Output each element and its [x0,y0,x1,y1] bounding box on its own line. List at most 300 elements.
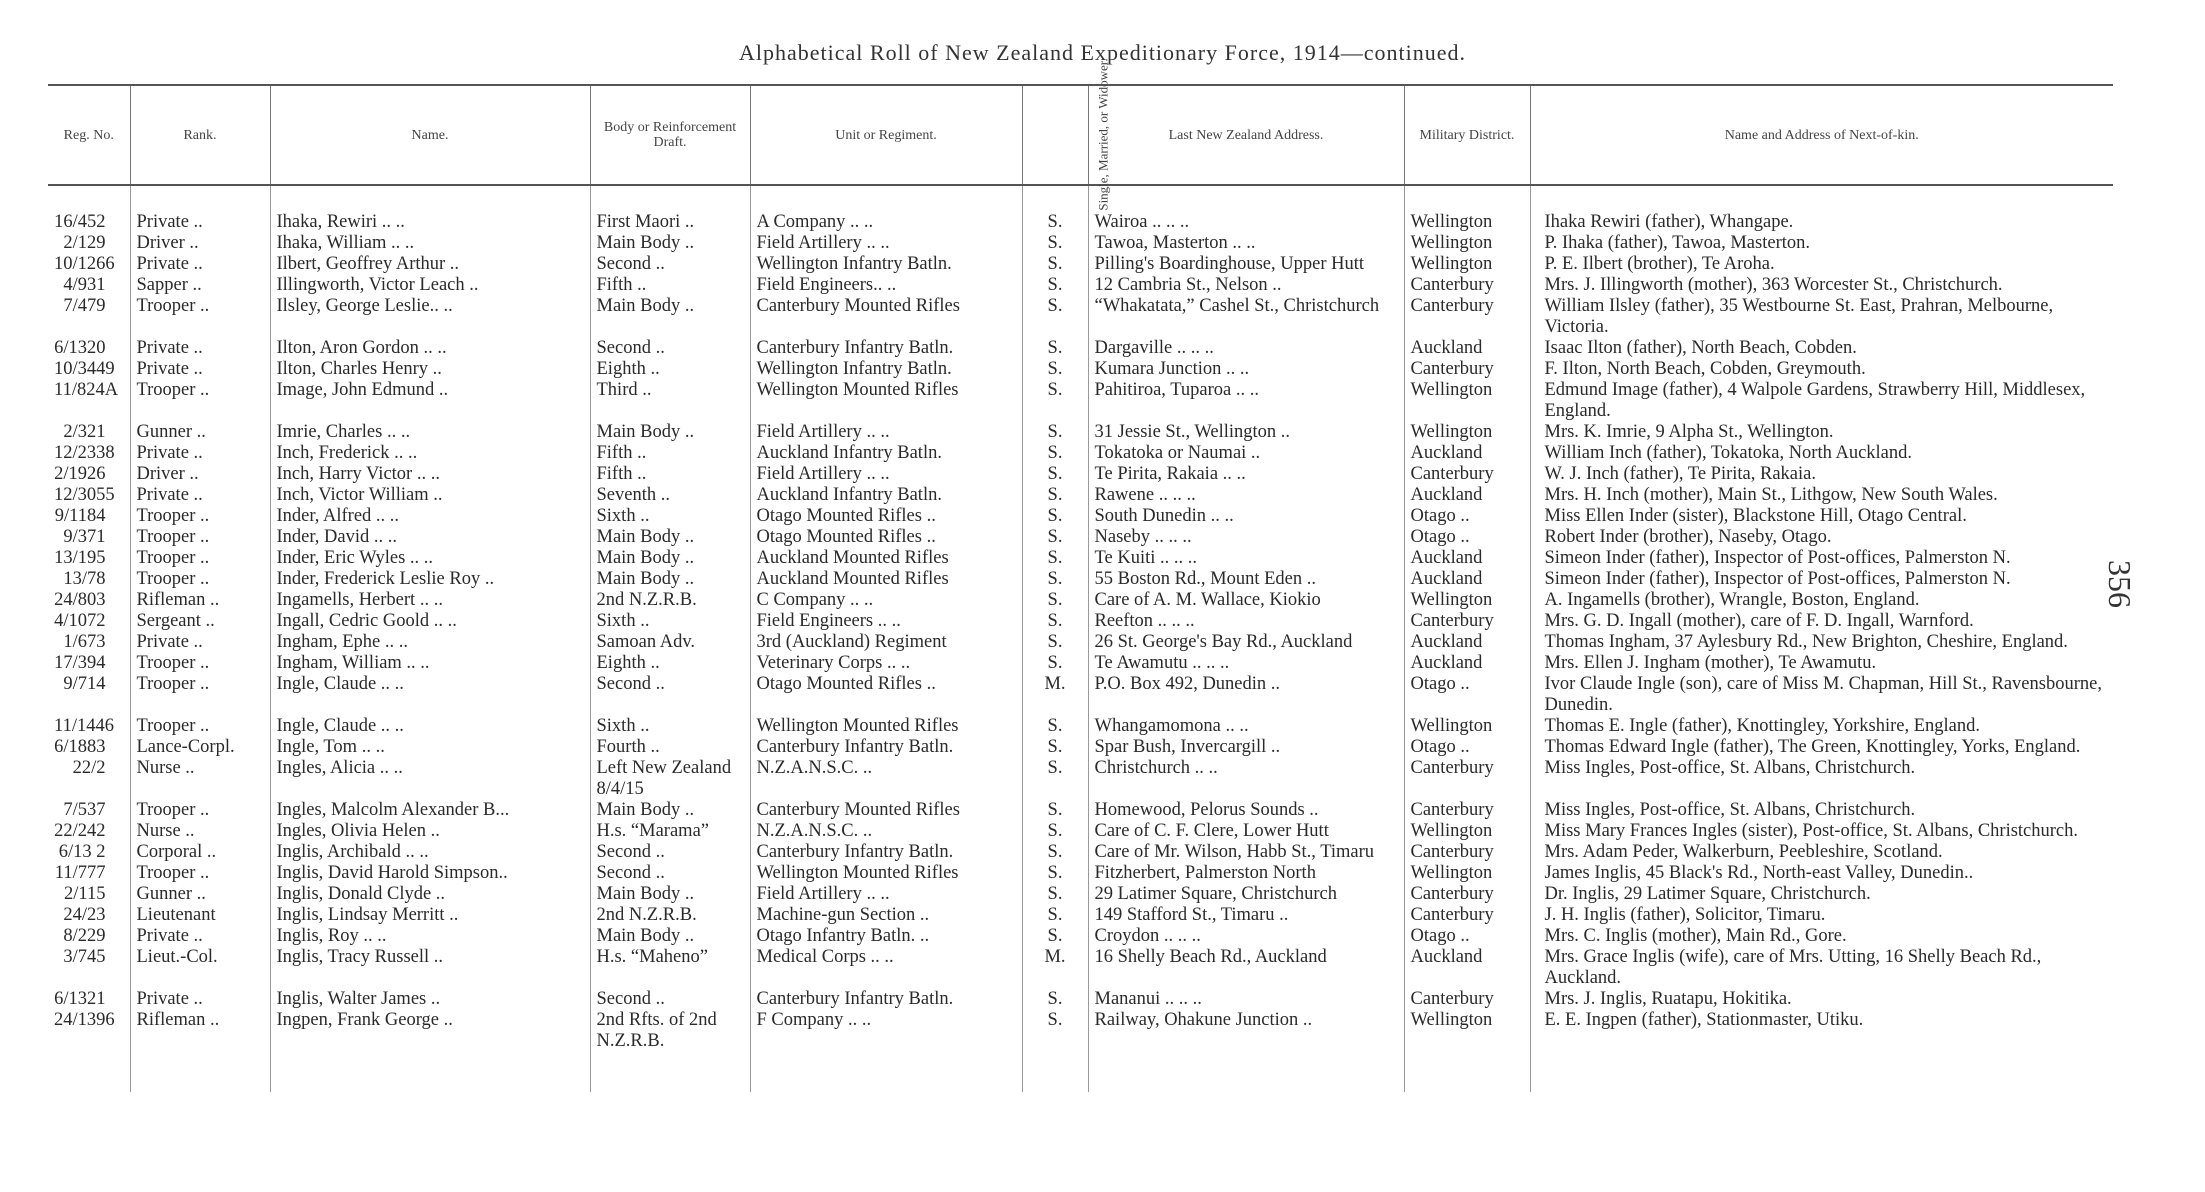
unit-cell: Wellington Mounted Rifles [750,380,1022,422]
marital-status-cell: M. [1022,674,1088,716]
address-cell: P.O. Box 492, Dunedin .. [1088,674,1404,716]
name-cell: Ingle, Claude .. .. [270,674,590,716]
table-row [48,464,2113,485]
table-row [48,185,2113,233]
draft-cell: Seventh .. [590,485,750,506]
next-of-kin-cell: Miss Ingles, Post-office, St. Albans, Christchurch. [1530,758,2113,800]
district-cell: Wellington [1404,254,1530,275]
district-cell: Otago .. [1404,527,1530,548]
rank-cell: Nurse .. [130,758,270,800]
draft-cell: Main Body .. [590,569,750,590]
unit-cell: Field Artillery .. .. [750,464,1022,485]
address-cell: Pahitiroa, Tuparoa .. .. [1088,380,1404,422]
name-cell: Ilsley, George Leslie.. .. [270,296,590,338]
unit-cell: Otago Infantry Batln. .. [750,926,1022,947]
reg-no-cell: 22/242 [54,821,106,841]
reg-no-cell: 9/371 [63,527,106,547]
table-row [48,884,2113,905]
next-of-kin-cell: Dr. Inglis, 29 Latimer Square, Christchurch. [1530,884,2113,905]
address-cell: 55 Boston Rd., Mount Eden .. [1088,569,1404,590]
table-row [48,359,2113,380]
reg-no-cell: 24/803 [54,590,106,610]
unit-cell: Wellington Infantry Batln. [750,254,1022,275]
reg-no-cell: 22/2 [72,758,106,778]
reg-no-cell: 11/824A [54,380,119,400]
name-cell: Ihaka, Rewiri .. .. [270,185,590,233]
marital-status-cell: S. [1022,926,1088,947]
reg-no-cell: 7/479 [63,296,106,316]
rank-cell: Private .. [130,254,270,275]
unit-cell: Field Artillery .. .. [750,422,1022,443]
rank-cell: Private .. [130,338,270,359]
reg-no-cell: 1/673 [63,632,106,652]
name-cell: Image, John Edmund .. [270,380,590,422]
roll-table [48,57,2113,1092]
name-cell: Imrie, Charles .. .. [270,422,590,443]
unit-cell: 3rd (Auckland) Regiment [750,632,1022,653]
rank-cell: Sapper .. [130,275,270,296]
name-cell: Ingle, Tom .. .. [270,737,590,758]
marital-status-cell: S. [1022,884,1088,905]
table-row [48,632,2113,653]
name-cell: Inglis, Roy .. .. [270,926,590,947]
draft-cell: 2nd N.Z.R.B. [590,590,750,611]
address-cell: Kumara Junction .. .. [1088,359,1404,380]
table-row [48,506,2113,527]
rank-cell: Trooper .. [130,527,270,548]
table-row [48,569,2113,590]
marital-status-cell: S. [1022,590,1088,611]
next-of-kin-cell: Miss Mary Frances Ingles (sister), Post-office, St. Albans, Christchurch. [1530,821,2113,842]
draft-cell: Left New Zealand 8/4/15 [590,758,750,800]
name-cell: Inglis, Lindsay Merritt .. [270,905,590,926]
unit-cell: Auckland Mounted Rifles [750,548,1022,569]
next-of-kin-cell: Ivor Claude Ingle (son), care of Miss M. Chapman, Hill St., Ravensbourne, Dunedin. [1530,674,2113,716]
rank-cell: Gunner .. [130,422,270,443]
name-cell: Ilbert, Geoffrey Arthur .. [270,254,590,275]
address-cell: South Dunedin .. .. [1088,506,1404,527]
rank-cell: Trooper .. [130,800,270,821]
district-cell: Auckland [1404,548,1530,569]
address-cell: Tokatoka or Naumai .. [1088,443,1404,464]
reg-no-cell: 6/1883 [54,737,106,757]
name-cell: Inder, Eric Wyles .. .. [270,548,590,569]
next-of-kin-cell: Ihaka Rewiri (father), Whangape. [1530,185,2113,233]
rank-cell: Driver .. [130,464,270,485]
rank-cell: Trooper .. [130,569,270,590]
reg-no-cell: 2/321 [63,422,106,442]
next-of-kin-cell: William Inch (father), Tokatoka, North Auckland. [1530,443,2113,464]
district-cell: Otago .. [1404,926,1530,947]
reg-no-cell: 24/23 [63,905,106,925]
reg-no-cell: 2/1926 [54,464,106,484]
header-district: Military District. [1404,85,1530,185]
address-cell: 29 Latimer Square, Christchurch [1088,884,1404,905]
name-cell: Ingles, Alicia .. .. [270,758,590,800]
draft-cell: Second .. [590,863,750,884]
unit-cell: Auckland Infantry Batln. [750,485,1022,506]
header-name: Name. [270,85,590,185]
rank-cell: Private .. [130,926,270,947]
name-cell: Ingall, Cedric Goold .. .. [270,611,590,632]
draft-cell: First Maori .. [590,185,750,233]
marital-status-cell: S. [1022,863,1088,884]
table-row [48,233,2113,254]
next-of-kin-cell: Miss Ellen Inder (sister), Blackstone Hill, Otago Central. [1530,506,2113,527]
unit-cell: Canterbury Mounted Rifles [750,296,1022,338]
rank-cell: Trooper .. [130,653,270,674]
next-of-kin-cell: Mrs. C. Inglis (mother), Main Rd., Gore. [1530,926,2113,947]
name-cell: Ingamells, Herbert .. .. [270,590,590,611]
name-cell: Ingles, Malcolm Alexander B... [270,800,590,821]
marital-status-cell: S. [1022,359,1088,380]
draft-cell: Eighth .. [590,359,750,380]
table-row [48,653,2113,674]
next-of-kin-cell: Mrs. K. Imrie, 9 Alpha St., Wellington. [1530,422,2113,443]
unit-cell: Auckland Infantry Batln. [750,443,1022,464]
rank-cell: Lance-Corpl. [130,737,270,758]
district-cell: Wellington [1404,716,1530,737]
draft-cell: H.s. “Marama” [590,821,750,842]
reg-no-cell: 6/13 2 [58,842,106,862]
name-cell: Inglis, Walter James .. [270,989,590,1010]
district-cell: Auckland [1404,569,1530,590]
name-cell: Ilton, Charles Henry .. [270,359,590,380]
rank-cell: Lieutenant [130,905,270,926]
address-cell: 16 Shelly Beach Rd., Auckland [1088,947,1404,989]
address-cell: Te Pirita, Rakaia .. .. [1088,464,1404,485]
next-of-kin-cell: Thomas Ingham, 37 Aylesbury Rd., New Brighton, Cheshire, England. [1530,632,2113,653]
reg-no-cell: 7/537 [63,800,106,820]
reg-no-cell: 11/777 [54,863,106,883]
reg-no-cell: 6/1321 [54,989,106,1009]
draft-cell: Fifth .. [590,443,750,464]
table-row [48,422,2113,443]
table-row [48,758,2113,800]
table-row [48,527,2113,548]
rank-cell: Rifleman .. [130,590,270,611]
district-cell: Otago .. [1404,674,1530,716]
marital-status-cell: S. [1022,296,1088,338]
draft-cell: Main Body .. [590,233,750,254]
table-row [48,737,2113,758]
name-cell: Inglis, Tracy Russell .. [270,947,590,989]
unit-cell: F Company .. .. [750,1010,1022,1092]
address-cell: Care of A. M. Wallace, Kiokio [1088,590,1404,611]
next-of-kin-cell: Isaac Ilton (father), North Beach, Cobden. [1530,338,2113,359]
table-row [48,548,2113,569]
unit-cell: N.Z.A.N.S.C. .. [750,758,1022,800]
header-reg-no: Reg. No. [48,85,130,185]
rank-cell: Corporal .. [130,842,270,863]
address-cell: Care of C. F. Clere, Lower Hutt [1088,821,1404,842]
rank-cell: Private .. [130,485,270,506]
unit-cell: Wellington Mounted Rifles [750,863,1022,884]
unit-cell: Veterinary Corps .. .. [750,653,1022,674]
reg-no-cell: 4/1072 [54,611,106,631]
marital-status-cell: S. [1022,989,1088,1010]
draft-cell: Second .. [590,674,750,716]
district-cell: Auckland [1404,443,1530,464]
address-cell: Dargaville .. .. .. [1088,338,1404,359]
marital-status-cell: M. [1022,947,1088,989]
reg-no-cell: 2/115 [64,884,106,904]
marital-status-cell: S. [1022,842,1088,863]
rank-cell: Trooper .. [130,716,270,737]
address-cell: Reefton .. .. .. [1088,611,1404,632]
address-cell: Homewood, Pelorus Sounds .. [1088,800,1404,821]
unit-cell: C Company .. .. [750,590,1022,611]
district-cell: Wellington [1404,233,1530,254]
next-of-kin-cell: Miss Ingles, Post-office, St. Albans, Christchurch. [1530,800,2113,821]
draft-cell: Eighth .. [590,653,750,674]
district-cell: Auckland [1404,485,1530,506]
unit-cell: Canterbury Mounted Rifles [750,800,1022,821]
draft-cell: 2nd Rfts. of 2nd N.Z.R.B. [590,1010,750,1092]
district-cell: Canterbury [1404,905,1530,926]
header-next-of-kin: Name and Address of Next-of-kin. [1530,85,2113,185]
address-cell: Railway, Ohakune Junction .. [1088,1010,1404,1092]
reg-no-cell: 4/931 [63,275,106,295]
district-cell: Auckland [1404,653,1530,674]
table-row [48,443,2113,464]
page-title: Alphabetical Roll of New Zealand Expeditionary Force, 1914—continued. [739,40,1466,65]
draft-cell: Second .. [590,254,750,275]
marital-status-cell: S. [1022,506,1088,527]
next-of-kin-cell: F. Ilton, North Beach, Cobden, Greymouth. [1530,359,2113,380]
rank-cell: Driver .. [130,233,270,254]
rank-cell: Private .. [130,359,270,380]
next-of-kin-cell: William Ilsley (father), 35 Westbourne St. East, Prahran, Melbourne, Victoria. [1530,296,2113,338]
unit-cell: Canterbury Infantry Batln. [750,737,1022,758]
next-of-kin-cell: Mrs. J. Inglis, Ruatapu, Hokitika. [1530,989,2113,1010]
reg-no-cell: 9/1184 [54,506,106,526]
table-row [48,485,2113,506]
draft-cell: Fourth .. [590,737,750,758]
name-cell: Inder, Alfred .. .. [270,506,590,527]
marital-status-cell: S. [1022,254,1088,275]
draft-cell: Second .. [590,842,750,863]
address-cell: “Whakatata,” Cashel St., Christchurch [1088,296,1404,338]
district-cell: Auckland [1404,338,1530,359]
address-cell: Te Kuiti .. .. .. [1088,548,1404,569]
name-cell: Ihaka, William .. .. [270,233,590,254]
marital-status-cell: S. [1022,758,1088,800]
name-cell: Inglis, Donald Clyde .. [270,884,590,905]
header-draft: Body or Reinforcement Draft. [590,85,750,185]
next-of-kin-cell: P. Ihaka (father), Tawoa, Masterton. [1530,233,2113,254]
rank-cell: Private .. [130,443,270,464]
marital-status-cell: S. [1022,1010,1088,1092]
marital-status-cell: S. [1022,548,1088,569]
unit-cell: Canterbury Infantry Batln. [750,989,1022,1010]
reg-no-cell: 6/1320 [54,338,106,358]
draft-cell: Main Body .. [590,548,750,569]
district-cell: Wellington [1404,863,1530,884]
draft-cell: Main Body .. [590,800,750,821]
draft-cell: Main Body .. [590,926,750,947]
rank-cell: Trooper .. [130,506,270,527]
unit-cell: A Company .. .. [750,185,1022,233]
unit-cell: Field Engineers .. .. [750,611,1022,632]
name-cell: Ingle, Claude .. .. [270,716,590,737]
table-row [48,821,2113,842]
table-row [48,275,2113,296]
reg-no-cell: 24/1396 [54,1010,115,1030]
reg-no-cell: 9/714 [63,674,106,694]
district-cell: Auckland [1404,947,1530,989]
table-row [48,947,2113,989]
name-cell: Ingpen, Frank George .. [270,1010,590,1092]
next-of-kin-cell: A. Ingamells (brother), Wrangle, Boston, England. [1530,590,2113,611]
marital-status-cell: S. [1022,527,1088,548]
next-of-kin-cell: Simeon Inder (father), Inspector of Post-offices, Palmerston N. [1530,548,2113,569]
draft-cell: 2nd N.Z.R.B. [590,905,750,926]
marital-status-cell: S. [1022,905,1088,926]
name-cell: Illingworth, Victor Leach .. [270,275,590,296]
district-cell: Wellington [1404,185,1530,233]
draft-cell: Third .. [590,380,750,422]
draft-cell: Fifth .. [590,275,750,296]
draft-cell: Sixth .. [590,716,750,737]
district-cell: Canterbury [1404,464,1530,485]
reg-no-cell: 12/3055 [54,485,115,505]
reg-no-cell: 13/195 [54,548,106,568]
draft-cell: Main Body .. [590,422,750,443]
unit-cell: Canterbury Infantry Batln. [750,338,1022,359]
table-row [48,611,2113,632]
district-cell: Canterbury [1404,758,1530,800]
district-cell: Canterbury [1404,275,1530,296]
district-cell: Wellington [1404,380,1530,422]
name-cell: Ingles, Olivia Helen .. [270,821,590,842]
next-of-kin-cell: Mrs. G. D. Ingall (mother), care of F. D. Ingall, Warnford. [1530,611,2113,632]
unit-cell: Canterbury Infantry Batln. [750,842,1022,863]
unit-cell: Field Engineers.. .. [750,275,1022,296]
unit-cell: Otago Mounted Rifles .. [750,506,1022,527]
unit-cell: Otago Mounted Rifles .. [750,674,1022,716]
draft-cell: Samoan Adv. [590,632,750,653]
reg-no-cell: 13/78 [63,569,106,589]
reg-no-cell: 2/129 [63,233,106,253]
next-of-kin-cell: P. E. Ilbert (brother), Te Aroha. [1530,254,2113,275]
district-cell: Wellington [1404,1010,1530,1092]
next-of-kin-cell: Mrs. Adam Peder, Walkerburn, Peebleshire, Scotland. [1530,842,2113,863]
table-row [48,338,2113,359]
table-row [48,905,2113,926]
reg-no-cell: 10/1266 [54,254,115,274]
page-number: 356 [2102,560,2138,608]
address-cell: Whangamomona .. .. [1088,716,1404,737]
marital-status-cell: S. [1022,800,1088,821]
header-marital-status [1022,57,1111,211]
name-cell: Inglis, Archibald .. .. [270,842,590,863]
marital-status-cell: S. [1022,569,1088,590]
district-cell: Canterbury [1404,842,1530,863]
next-of-kin-cell: Thomas E. Ingle (father), Knottingley, Yorkshire, England. [1530,716,2113,737]
rank-cell: Trooper .. [130,296,270,338]
table-row [48,254,2113,275]
rank-cell: Trooper .. [130,674,270,716]
rank-cell: Gunner .. [130,884,270,905]
marital-status-cell: S. [1022,380,1088,422]
marital-status-cell: S. [1022,233,1088,254]
address-cell: Fitzherbert, Palmerston North [1088,863,1404,884]
marital-status-cell: S. [1022,632,1088,653]
address-cell: Mananui .. .. .. [1088,989,1404,1010]
address-cell: 149 Stafford St., Timaru .. [1088,905,1404,926]
unit-cell: Field Artillery .. .. [750,884,1022,905]
unit-cell: Wellington Mounted Rifles [750,716,1022,737]
table-row [48,716,2113,737]
table-row [48,590,2113,611]
district-cell: Canterbury [1404,800,1530,821]
draft-cell: Fifth .. [590,464,750,485]
marital-status-cell: S. [1022,611,1088,632]
marital-status-cell: S. [1022,422,1088,443]
next-of-kin-cell: E. E. Ingpen (father), Stationmaster, Utiku. [1530,1010,2113,1092]
draft-cell: Second .. [590,338,750,359]
address-cell: Te Awamutu .. .. .. [1088,653,1404,674]
district-cell: Otago .. [1404,737,1530,758]
reg-no-cell: 11/1446 [54,716,114,736]
next-of-kin-cell: J. H. Inglis (father), Solicitor, Timaru. [1530,905,2113,926]
next-of-kin-cell: W. J. Inch (father), Te Pirita, Rakaia. [1530,464,2113,485]
next-of-kin-cell: Mrs. Ellen J. Ingham (mother), Te Awamutu. [1530,653,2113,674]
name-cell: Inch, Victor William .. [270,485,590,506]
reg-no-cell: 16/452 [54,212,106,232]
district-cell: Wellington [1404,821,1530,842]
name-cell: Ingham, Ephe .. .. [270,632,590,653]
table-body [48,185,2113,1092]
unit-cell: Wellington Infantry Batln. [750,359,1022,380]
marital-status-cell: S. [1022,821,1088,842]
header-unit: Unit or Regiment. [750,85,1022,185]
header-marital-status-label: Single, Married, or Widower. [1095,57,1111,211]
table-row [48,296,2113,338]
marital-status-cell: S. [1022,653,1088,674]
draft-cell: Main Body .. [590,884,750,905]
rank-cell: Trooper .. [130,548,270,569]
address-cell: Naseby .. .. .. [1088,527,1404,548]
next-of-kin-cell: Mrs. Grace Inglis (wife), care of Mrs. Utting, 16 Shelly Beach Rd., Auckland. [1530,947,2113,989]
unit-cell: Auckland Mounted Rifles [750,569,1022,590]
address-cell: Wairoa .. .. .. [1088,185,1404,233]
reg-no-cell: 10/3449 [54,359,115,379]
address-cell: Tawoa, Masterton .. .. [1088,233,1404,254]
marital-status-cell: S. [1022,485,1088,506]
draft-cell: H.s. “Maheno” [590,947,750,989]
reg-no-cell: 3/745 [63,947,106,967]
table-row [48,989,2113,1010]
marital-status-cell: S. [1022,443,1088,464]
next-of-kin-cell: Mrs. J. Illingworth (mother), 363 Worcester St., Christchurch. [1530,275,2113,296]
table-header [48,57,2113,211]
name-cell: Ingham, William .. .. [270,653,590,674]
name-cell: Inch, Frederick .. .. [270,443,590,464]
rank-cell: Sergeant .. [130,611,270,632]
rank-cell: Trooper .. [130,380,270,422]
district-cell: Otago .. [1404,506,1530,527]
rank-cell: Trooper .. [130,863,270,884]
next-of-kin-cell: Edmund Image (father), 4 Walpole Gardens, Strawberry Hill, Middlesex, England. [1530,380,2113,422]
next-of-kin-cell: Simeon Inder (father), Inspector of Post-offices, Palmerston N. [1530,569,2113,590]
draft-cell: Main Body .. [590,527,750,548]
name-cell: Ilton, Aron Gordon .. .. [270,338,590,359]
next-of-kin-cell: Mrs. H. Inch (mother), Main St., Lithgow, New South Wales. [1530,485,2113,506]
table-row [48,863,2113,884]
district-cell: Canterbury [1404,989,1530,1010]
